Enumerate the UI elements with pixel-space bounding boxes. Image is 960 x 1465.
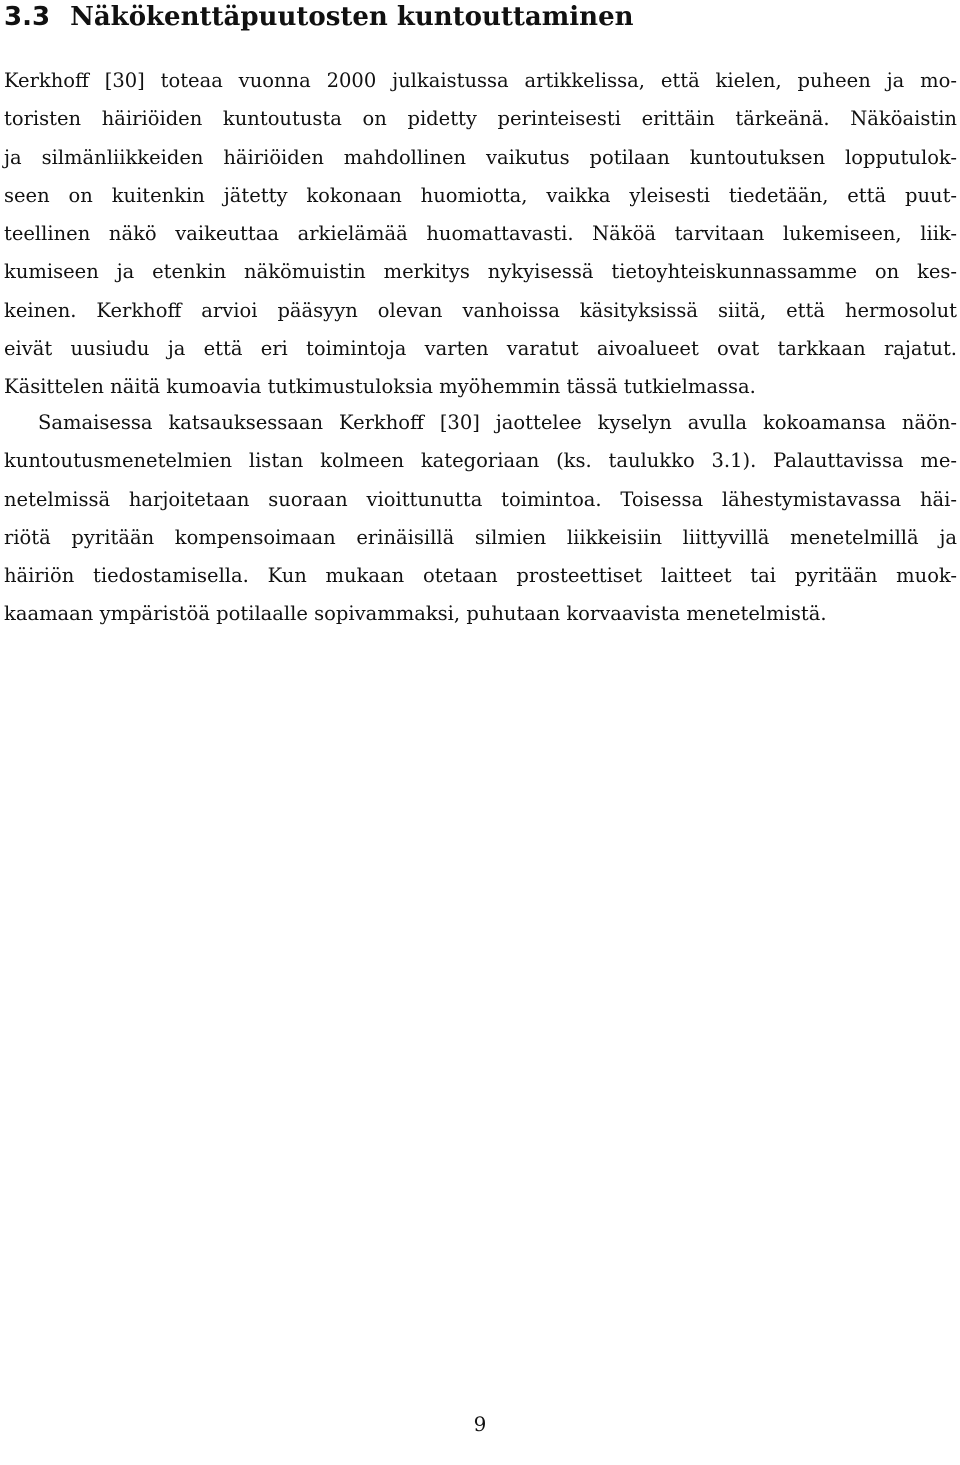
paragraph-line: ja silmänliikkeiden häiriöiden mahdollinen vaikutus potilaan kuntoutuksen lopputulok- xyxy=(4,145,957,169)
paragraph-line: eivät uusiudu ja että eri toimintoja varten varatut aivoalueet ovat tarkkaan rajatut. xyxy=(4,337,957,361)
paragraph-line: häiriön tiedostamisella. Kun mukaan otetaan prosteettiset laitteet tai pyritään muok- xyxy=(4,564,957,588)
paragraph-line: keinen. Kerkhoff arvioi pääsyyn olevan vanhoissa käsityksissä siitä, että hermosolut xyxy=(4,298,957,322)
paragraph-line: teellinen näkö vaikeuttaa arkielämää huomattavasti. Näköä tarvitaan lukemiseen, liik- xyxy=(4,222,957,246)
paragraph-line: kuntoutusmenetelmien listan kolmeen kategoriaan (ks. taulukko 3.1). Palauttavissa me- xyxy=(4,449,957,473)
page-number: 9 xyxy=(473,1412,487,1436)
paragraph-line: seen on kuitenkin jätetty kokonaan huomiotta, vaikka yleisesti tiedetään, että puut- xyxy=(4,183,957,207)
paragraph-line: Käsittelen näitä kumoavia tutkimustuloksia myöhemmin tässä tutkielmassa. xyxy=(4,375,756,399)
paragraph-line: netelmissä harjoitetaan suoraan vioittunutta toimintoa. Toisessa lähestymistavassa häi- xyxy=(4,487,957,511)
section-heading xyxy=(4,0,634,34)
paragraph-1 xyxy=(4,62,957,407)
paragraph-line: toristen häiriöiden kuntoutusta on pidetty perinteisesti erittäin tärkeänä. Näköaistin xyxy=(4,107,957,131)
paragraph-line: riötä pyritään kompensoimaan erinäisillä silmien liikkeisiin liittyvillä menetelmillä ja xyxy=(4,525,957,549)
paragraph-line: Kerkhoff [30] toteaa vuonna 2000 julkaistussa artikkelissa, että kielen, puheen ja mo- xyxy=(4,69,957,92)
section-title: Näkökenttäpuutosten kuntouttaminen xyxy=(70,2,634,32)
paragraph-line: kaamaan ympäristöä potilaalle sopivammaksi, puhutaan korvaavista menetelmistä. xyxy=(4,602,827,626)
paragraph-line: Samaisessa katsauksessaan Kerkhoff [30] jaottelee kyselyn avulla kokoamansa näön- xyxy=(38,411,957,434)
paragraph-2 xyxy=(4,404,957,634)
paragraph-line: kumiseen ja etenkin näkömuistin merkitys nykyisessä tietoyhteiskunnassamme on kes- xyxy=(4,260,957,284)
section-number: 3.3 xyxy=(4,2,51,32)
